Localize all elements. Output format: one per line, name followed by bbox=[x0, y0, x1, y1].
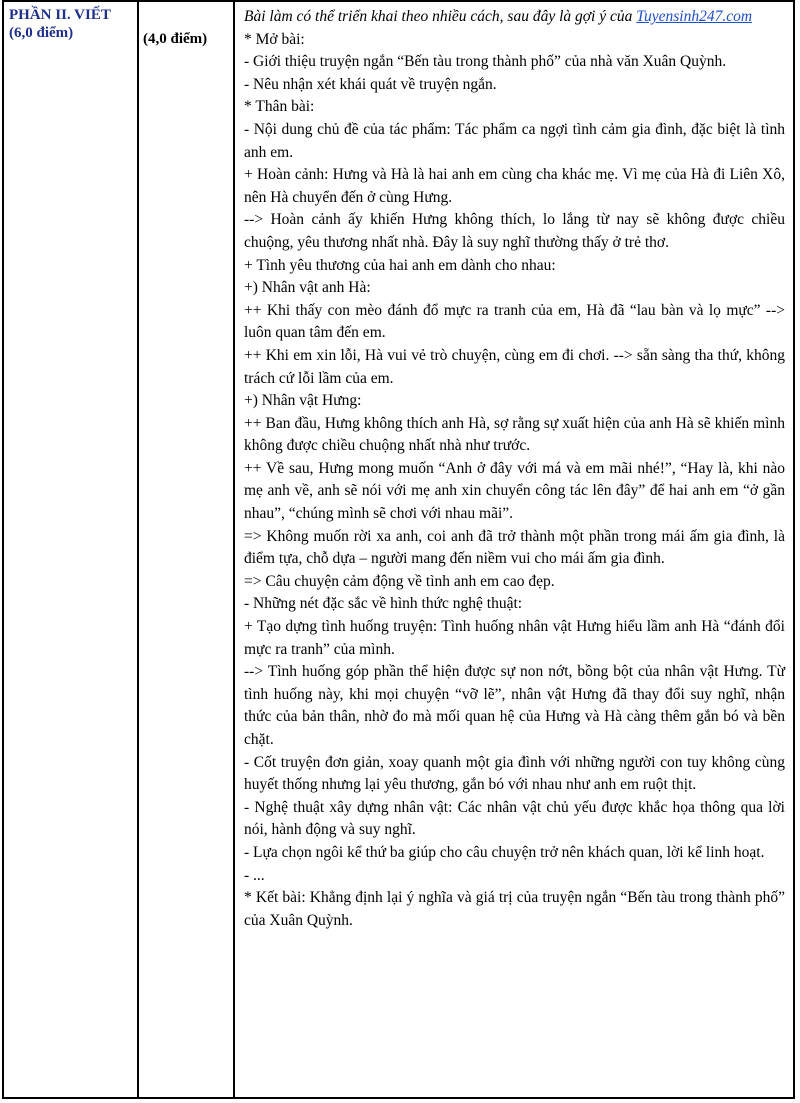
answer-paragraph: + Tạo dựng tình huống truyện: Tình huống nhân vật Hưng hiểu lầm anh Hà “đánh đổi mực ra tranh” của mình. bbox=[244, 618, 785, 658]
answer-paragraph: - Những nét đặc sắc về hình thức nghệ thuật: bbox=[244, 595, 523, 613]
answer-paragraph: + Hoàn cảnh: Hưng và Hà là hai anh em cùng cha khác mẹ. Vì mẹ của Hà đi Liên Xô, nên Hà chuyển đến ở cùng Hưng. bbox=[244, 166, 785, 206]
intro-text: Bài làm có thể triển khai theo nhiều cách, sau đây là gợi ý của bbox=[244, 8, 633, 25]
answer-paragraph: ++ Ban đầu, Hưng không thích anh Hà, sợ rằng sự xuất hiện của anh Hà sẽ khiến mình không được chiều chuộng nhất nhà như trước. bbox=[244, 414, 785, 455]
answer-paragraph: - Nêu nhận xét khái quát về truyện ngắn. bbox=[244, 75, 497, 93]
answer-paragraph: - Giới thiệu truyện ngắn “Bến tàu trong thành phố” của nhà văn Xuân Quỳnh. bbox=[244, 53, 727, 71]
answer-paragraph: +) Nhân vật Hưng: bbox=[244, 392, 362, 410]
answer-paragraph: * Thân bài: bbox=[244, 98, 315, 116]
answer-paragraph: => Không muốn rời xa anh, coi anh đã trở thành một phần trong mái ấm gia đình, là điểm tựa, chỗ dựa – người mang đến niềm vui cho mái ấm gia đình. bbox=[244, 527, 785, 568]
content-cell bbox=[234, 1, 794, 1098]
answer-paragraph: * Kết bài: Khẳng định lại ý nghĩa và giá trị của truyện ngắn “Bến tàu trong thành phố” của Xuân Quỳnh. bbox=[244, 889, 785, 929]
answer-paragraph: - Cốt truyện đơn giản, xoay quanh một gia đình với những người con tuy không cùng huyết thống nhưng lại yêu thương, gắn bó với nhau như anh em ruột thịt. bbox=[244, 753, 785, 794]
section-points: (6,0 điểm) bbox=[9, 25, 74, 41]
answer-paragraph: --> Tình huống góp phần thể hiện được sự non nớt, bồng bột của nhân vật Hưng. Từ tình huống này, khi mọi chuyện “vỡ lẽ”, nhân vật Hưng đã thay đổi suy nghĩ, nhận thức của bản thân, nhờ đo mà mối quan hệ của Hưng và Hà càng thêm gắn bó và bền chặt. bbox=[244, 663, 785, 748]
section-title: PHẦN II. VIẾT bbox=[9, 7, 111, 23]
answer-body bbox=[244, 29, 785, 933]
score-value: (4,0 điểm) bbox=[143, 31, 208, 47]
answer-table bbox=[2, 0, 795, 1099]
score-cell bbox=[138, 1, 234, 1098]
answer-paragraph: - Nội dung chủ đề của tác phẩm: Tác phẩm ca ngợi tình cảm gia đình, đặc biệt là tình anh em. bbox=[244, 120, 785, 161]
answer-paragraph: ++ Về sau, Hưng mong muốn “Anh ở đây với má và em mãi nhé!”, “Hay là, khi nào mẹ anh về, anh sẽ nói với mẹ anh xin chuyển công tác lên đây” để hai anh em “ở gần nhau”, “chúng mình sẽ chơi với nhau mãi”. bbox=[244, 459, 785, 523]
answer-paragraph: => Câu chuyện cảm động về tình anh em cao đẹp. bbox=[244, 572, 555, 590]
table-row bbox=[3, 1, 794, 1098]
answer-paragraph: ++ Khi em xin lỗi, Hà vui vẻ trò chuyện, cùng em đi chơi. --> sẵn sàng tha thứ, không trách cứ lỗi lầm của em. bbox=[244, 346, 785, 387]
answer-paragraph: * Mở bài: bbox=[244, 30, 305, 48]
answer-paragraph: ++ Khi thấy con mèo đánh đổ mực ra tranh của em, Hà đã “lau bàn và lọ mực” --> luôn quan tâm đến em. bbox=[244, 301, 785, 342]
section-cell bbox=[3, 1, 138, 1098]
answer-paragraph: --> Hoàn cảnh ấy khiến Hưng không thích, lo lắng từ nay sẽ không được chiều chuộng, yêu thương nhất nhà. Đây là suy nghĩ thường thấy ở trẻ thơ. bbox=[244, 211, 785, 251]
answer-paragraph: + Tình yêu thương của hai anh em dành cho nhau: bbox=[244, 256, 556, 274]
intro-note bbox=[244, 6, 785, 29]
answer-paragraph: +) Nhân vật anh Hà: bbox=[244, 279, 371, 297]
answer-paragraph: - ... bbox=[244, 866, 265, 884]
answer-paragraph: - Lựa chọn ngôi kể thứ ba giúp cho câu chuyện trở nên khách quan, lời kể linh hoạt. bbox=[244, 843, 765, 861]
answer-paragraph: - Nghệ thuật xây dựng nhân vật: Các nhân vật chủ yếu được khắc họa thông qua lời nói, hành động và suy nghĩ. bbox=[244, 798, 785, 839]
source-link[interactable]: Tuyensinh247.com bbox=[636, 8, 753, 25]
